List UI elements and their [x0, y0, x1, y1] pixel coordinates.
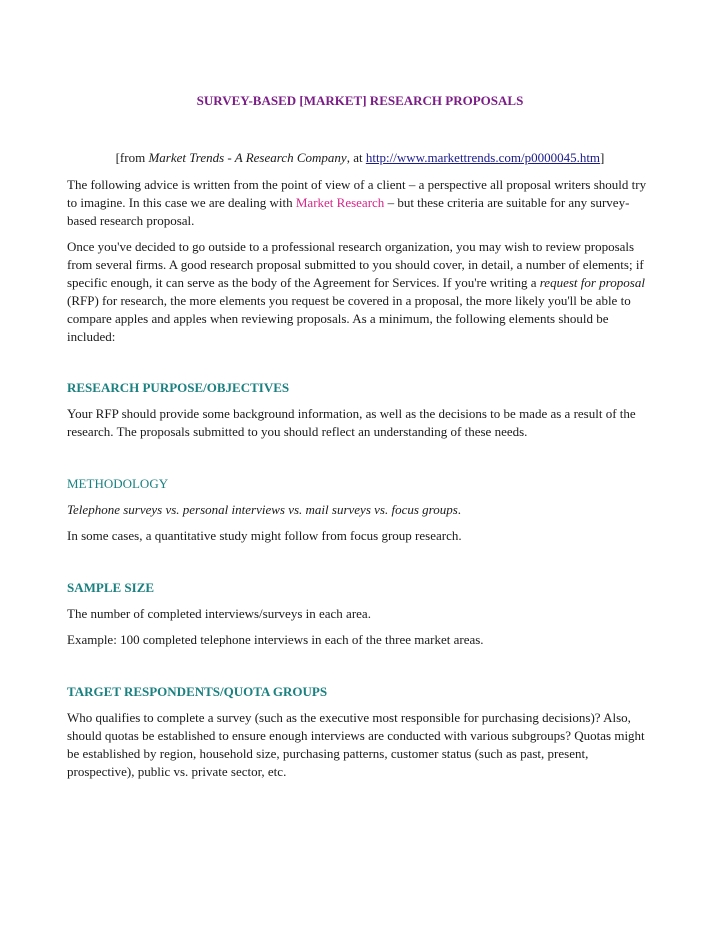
section-paragraph: Your RFP should provide some background information, as well as the decisions to be made as a result of the research. The proposals submitted to you should reflect an understanding of these needs. — [67, 406, 636, 439]
section-paragraph: In some cases, a quantitative study might follow from focus group research. — [67, 528, 462, 543]
citation — [0, 150, 720, 166]
highlight-text: Market Research — [295, 195, 385, 210]
citation-suffix: ] — [600, 150, 605, 165]
intro-paragraph — [67, 176, 649, 230]
section-heading: RESEARCH PURPOSE/OBJECTIVES — [67, 380, 290, 395]
intro-text: The following advice is written from the point of view of a client – a perspective all proposal writers should try to imagine. In this case we are dealing with — [67, 177, 647, 210]
source-link[interactable]: http://www.markettrends.com/p0000045.htm — [365, 150, 601, 165]
intro-text-2: – but these criteria are suitable for any survey-based research proposal. — [67, 195, 630, 228]
rfp-italic: request for proposal — [539, 275, 645, 290]
section-heading: METHODOLOGY — [67, 476, 169, 491]
section-paragraph — [67, 501, 649, 519]
section-paragraph: The number of completed interviews/surveys in each area. — [67, 606, 371, 621]
document-title: SURVEY-BASED [MARKET] RESEARCH PROPOSALS — [196, 93, 524, 108]
rfp-paragraph — [67, 238, 649, 346]
rfp-text: Once you've decided to go outside to a professional research organization, you may wish to review proposals from several firms. A good research proposal submitted to you should cover, in detail, a number of elements; if specific enough, it can serve as the body of the Agreement for Services. If you're writing a — [67, 239, 644, 290]
section-heading: SAMPLE SIZE — [67, 580, 155, 595]
period: . — [457, 502, 462, 517]
citation-source: Market Trends - A Research Company — [148, 150, 347, 165]
citation-prefix: [from — [115, 150, 149, 165]
section-heading: TARGET RESPONDENTS/QUOTA GROUPS — [67, 684, 328, 699]
methodology-italic: Telephone surveys vs. personal interviews vs. mail surveys vs. focus groups — [67, 502, 458, 517]
section-paragraph: Example: 100 completed telephone interviews in each of the three market areas. — [67, 632, 484, 647]
citation-mid: , at — [346, 150, 366, 165]
section-paragraph: Who qualifies to complete a survey (such as the executive most responsible for purchasing decisions)? Also, should quotas be established to ensure enough interviews are conducted with various subgroups? Quotas might be established by region, household size, purchasing patterns, customer status (such as past, present, prospective), public vs. private sector, etc. — [67, 710, 645, 779]
rfp-text-2: (RFP) for research, the more elements you request be covered in a proposal, the more likely you'll be able to compare apples and apples when reviewing proposals. As a minimum, the following elements should be included: — [67, 293, 631, 344]
